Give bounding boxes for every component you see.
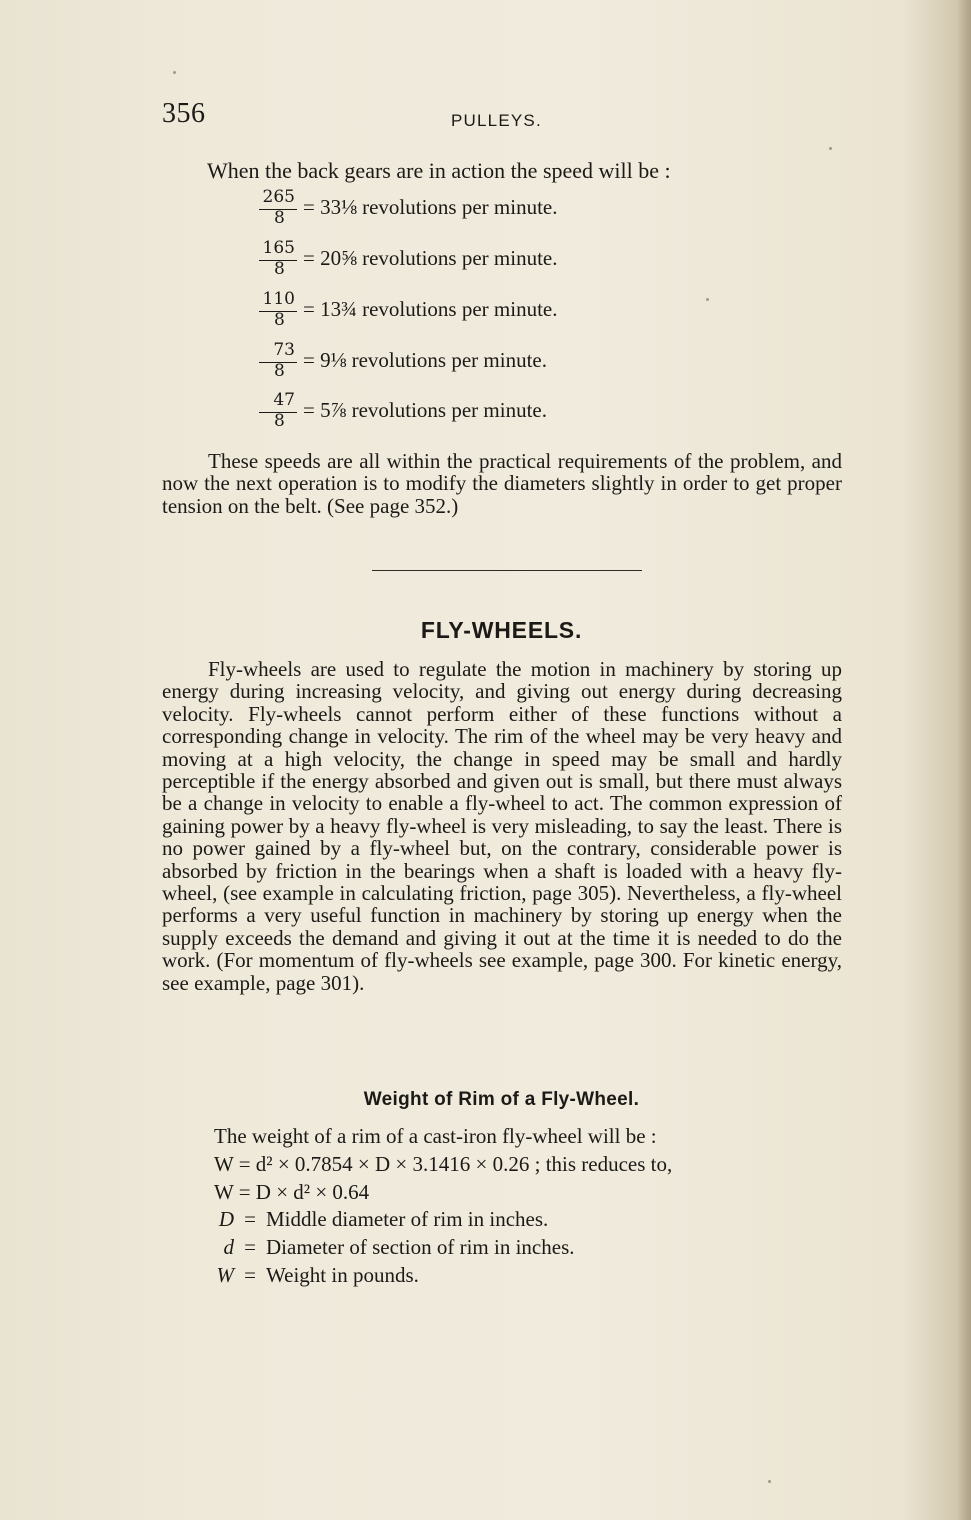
fraction-numerator: 110: [262, 289, 295, 309]
subsection-title: Weight of Rim of a Fly-Wheel.: [363, 1089, 640, 1110]
speed-result: = 20⅝ revolutions per minute.: [303, 246, 558, 270]
definition-text: Middle diameter of rim in inches.: [266, 1207, 549, 1231]
page-number: 356: [162, 98, 206, 129]
fraction-numerator: 73: [273, 340, 295, 360]
speed-result: = 5⅞ revolutions per minute.: [303, 398, 547, 422]
definition-symbol: D: [218, 1207, 234, 1231]
fraction-numerator: 165: [262, 238, 295, 258]
definition-equals: =: [244, 1207, 256, 1231]
paper-speck: [829, 147, 832, 150]
page-edge-shadow: [957, 0, 971, 1520]
definition-row: [194, 1235, 575, 1260]
definition-text: Diameter of section of rim in inches.: [266, 1235, 575, 1259]
speed-row: [255, 238, 675, 288]
running-head: PULLEYS.: [451, 111, 542, 130]
speed-row: [255, 289, 675, 339]
fraction-denominator: 8: [274, 361, 285, 381]
flywheels-paragraph: Fly-wheels are used to regulate the motion in machinery by storing up energy during increasing velocity, and giving out energy during decreasing velocity. Fly-wheels cannot perform either of these functions without a corresponding change in velocity. The rim of the wheel may be very heavy and moving at a high velocity, the change in speed may be small and hardly perceptible if the energy absorbed and given out is small, but there must always be a change in velocity to enable a fly-wheel to act. The common expression of gaining power by a heavy fly-wheel is very misleading, to say the least. There is no power gained by a fly-wheel but, on the contrary, considerable power is absorbed by friction in the bearings when a shaft is loaded with a heavy fly-wheel, (see example in calculating friction, page 305). Nevertheless, a fly-wheel performs a very useful function in machinery by storing up energy when the supply exceeds the demand and giving it out at the time it is needed to do the work. (For momentum of fly-wheels see example, page 300. For kinetic energy, see example, page 301).: [162, 657, 842, 995]
speed-row: [255, 187, 675, 237]
rim-weight-intro: The weight of a rim of a cast-iron fly-wheel will be :: [214, 1124, 657, 1148]
fraction-denominator: 8: [274, 310, 285, 330]
fraction-denominator: 8: [274, 208, 285, 228]
back-gears-intro: When the back gears are in action the speed will be :: [207, 158, 671, 183]
section-divider: [372, 570, 642, 571]
speeds-paragraph: These speeds are all within the practical requirements of the problem, and now the next operation is to modify the diameters slightly in order to get proper tension on the belt. (See page 352.): [162, 449, 842, 518]
definition-equals: =: [244, 1235, 256, 1259]
formula-full: W = d² × 0.7854 × D × 3.1416 × 0.26 ; this reduces to,: [214, 1152, 673, 1176]
section-title: FLY-WHEELS.: [420, 617, 583, 643]
definition-text: Weight in pounds.: [266, 1263, 419, 1287]
definition-symbol: W: [216, 1263, 234, 1287]
fraction-denominator: 8: [274, 411, 285, 431]
speed-result: = 33⅛ revolutions per minute.: [303, 195, 558, 219]
definition-row: [194, 1207, 548, 1232]
fraction-numerator: 265: [262, 187, 295, 207]
speed-row: [255, 390, 675, 440]
definition-symbol: d: [223, 1235, 234, 1259]
fraction-numerator: 47: [273, 390, 295, 410]
definition-equals: =: [244, 1263, 256, 1287]
fraction-denominator: 8: [274, 259, 285, 279]
definition-row: [194, 1263, 419, 1288]
speed-result: = 13¾ revolutions per minute.: [303, 297, 558, 321]
speed-result: = 9⅛ revolutions per minute.: [303, 348, 547, 372]
paper-speck: [173, 71, 176, 74]
paper-speck: [768, 1480, 771, 1483]
paper-speck: [706, 298, 709, 301]
speed-row: [255, 340, 675, 390]
formula-reduced: W = D × d² × 0.64: [214, 1180, 370, 1204]
